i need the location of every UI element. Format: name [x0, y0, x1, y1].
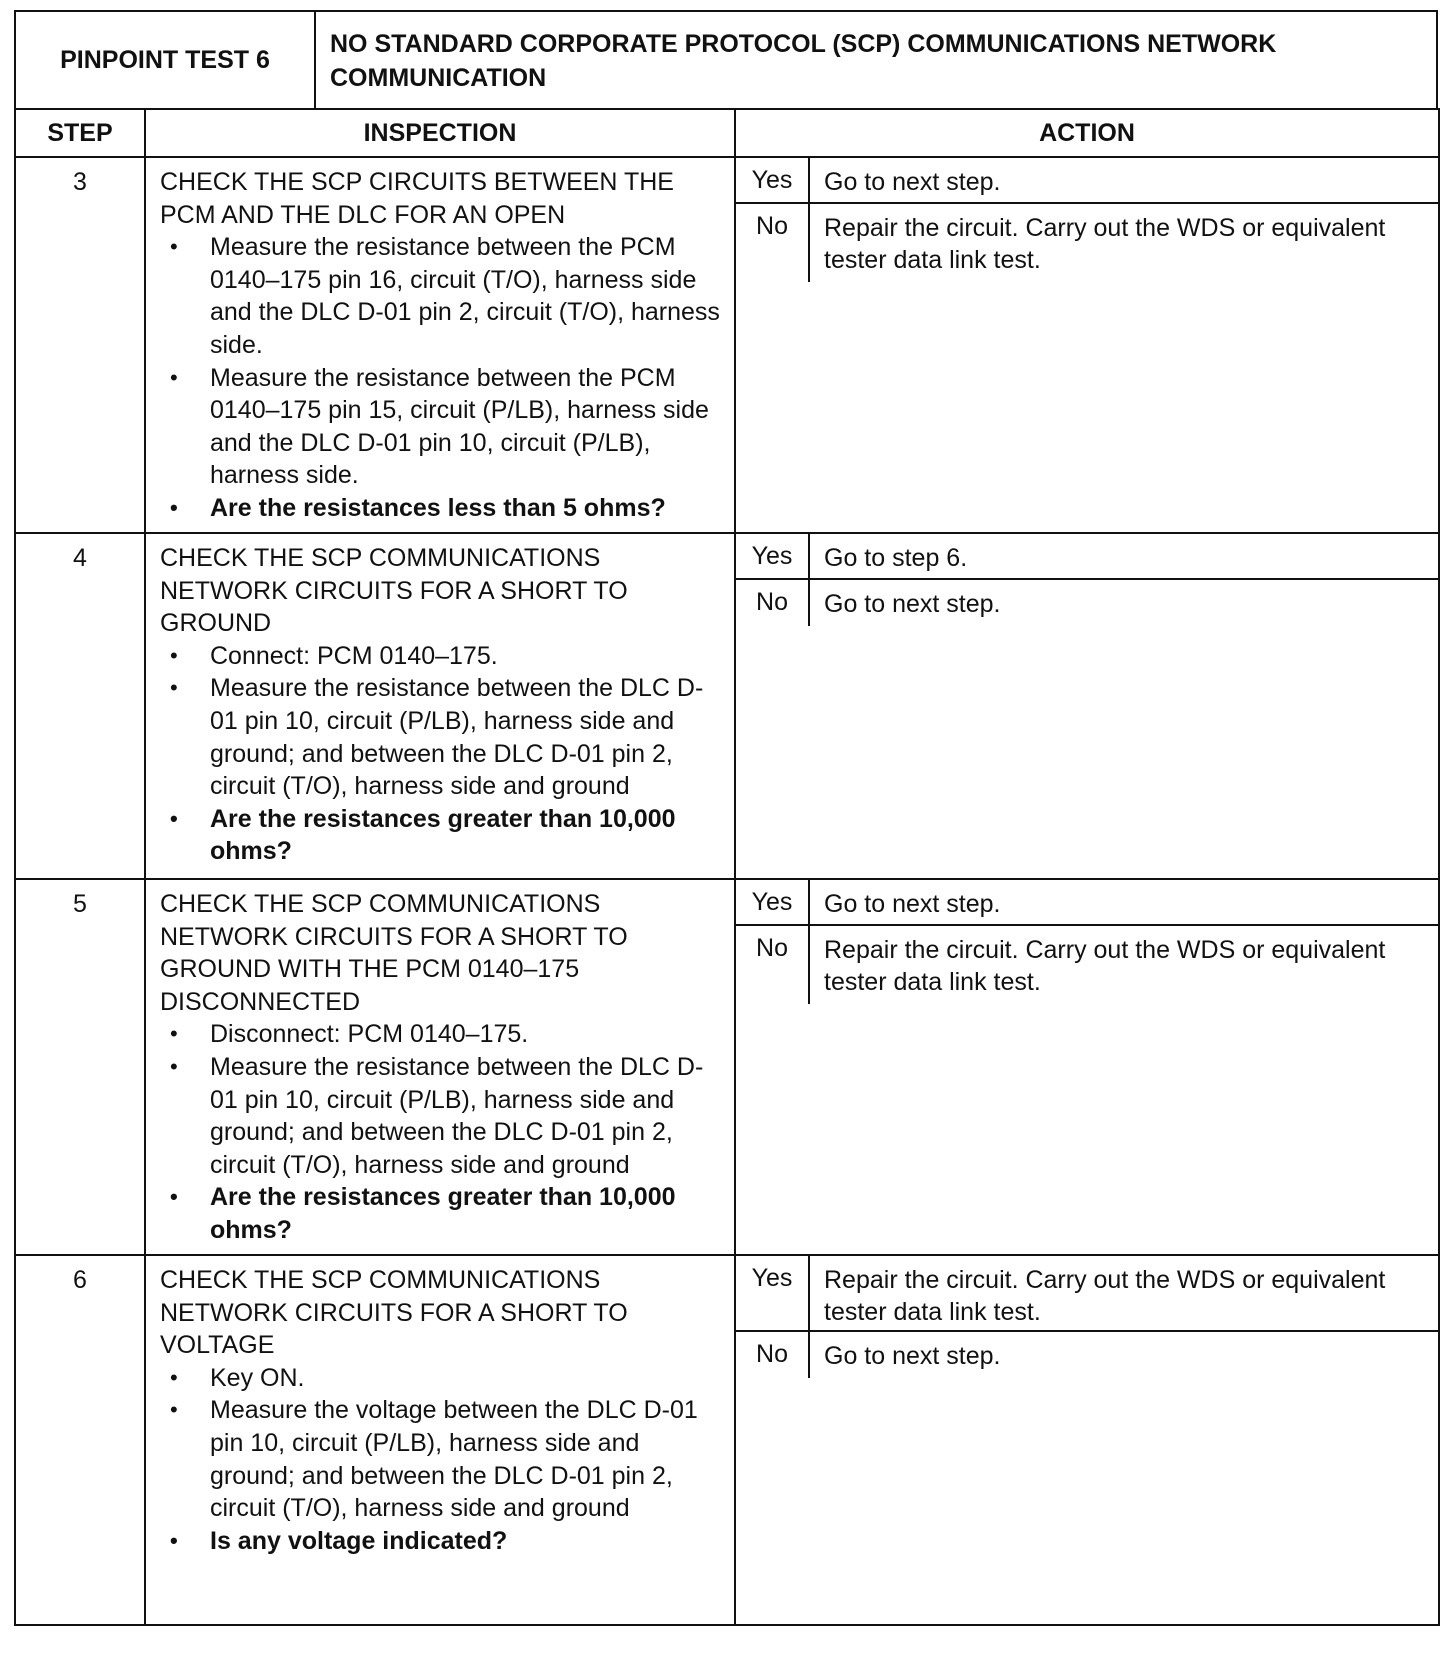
inspection-question: • Is any voltage indicated?: [160, 1525, 722, 1558]
yes-action: Go to step 6.: [824, 544, 968, 572]
yes-action: Go to next step.: [824, 890, 1001, 918]
step-inspection: [145, 533, 735, 879]
no-row: [736, 204, 1438, 282]
step-actions: [735, 533, 1439, 879]
no-action: Go to next step.: [824, 1342, 1001, 1370]
step-bullet-list: [160, 1362, 722, 1558]
inspection-question: • Are the resistances greater than 10,000 ohms?: [160, 803, 722, 868]
inspection-bullet: • Measure the voltage between the DLC D-01 pin 10, circuit (P/LB), harness side and ground; and between the DLC D-01 pin 2, circuit (T/O), harness side and ground: [160, 1394, 722, 1524]
step-bullet-list: [160, 640, 722, 868]
inspection-bullet: • Key ON.: [160, 1362, 722, 1395]
step-bullet-list: [160, 1018, 722, 1246]
no-label: No: [736, 204, 810, 282]
yes-row: [736, 1256, 1438, 1332]
title-table: [14, 10, 1438, 110]
procedure-table: [14, 108, 1440, 1626]
test-description: NO STANDARD CORPORATE PROTOCOL (SCP) COMMUNICATIONS NETWORK COMMUNICATION: [315, 11, 1437, 109]
step-number: 6: [15, 1255, 145, 1625]
step-inspection: [145, 157, 735, 533]
step-actions: [735, 879, 1439, 1255]
inspection-bullet: • Connect: PCM 0140–175.: [160, 640, 722, 673]
inspection-bullet: • Measure the resistance between the PCM 0140–175 pin 16, circuit (T/O), harness side and the DLC D-01 pin 2, circuit (T/O), harness side.: [160, 231, 722, 361]
no-label: No: [736, 1332, 810, 1378]
step-number: 5: [15, 879, 145, 1255]
inspection-bullet: • Disconnect: PCM 0140–175.: [160, 1018, 722, 1051]
yes-label: Yes: [736, 534, 810, 578]
step-row: [15, 157, 1439, 533]
no-row: [736, 580, 1438, 626]
test-name: PINPOINT TEST 6: [15, 11, 315, 109]
step-actions: [735, 1255, 1439, 1625]
step-inspection: [145, 879, 735, 1255]
column-header-action: ACTION: [735, 109, 1439, 157]
yes-action: Go to next step.: [824, 168, 1001, 196]
inspection-bullet: • Measure the resistance between the DLC D-01 pin 10, circuit (P/LB), harness side and ground; and between the DLC D-01 pin 2, circuit (T/O), harness side and ground: [160, 1051, 722, 1181]
pinpoint-test-sheet: [14, 10, 1438, 1626]
yes-label: Yes: [736, 158, 810, 202]
no-row: [736, 926, 1438, 1004]
step-heading: CHECK THE SCP COMMUNICATIONS NETWORK CIRCUITS FOR A SHORT TO GROUND WITH THE PCM 0140–175 DISCONNECTED: [160, 890, 628, 1016]
step-row: [15, 1255, 1439, 1625]
step-heading: CHECK THE SCP COMMUNICATIONS NETWORK CIRCUITS FOR A SHORT TO VOLTAGE: [160, 1266, 628, 1360]
no-action: Repair the circuit. Carry out the WDS or equivalent tester data link test.: [824, 214, 1386, 274]
step-inspection: [145, 1255, 735, 1625]
inspection-bullet: • Measure the resistance between the DLC D-01 pin 10, circuit (P/LB), harness side and ground; and between the DLC D-01 pin 2, circuit (T/O), harness side and ground: [160, 672, 722, 802]
no-label: No: [736, 580, 810, 626]
no-action: Repair the circuit. Carry out the WDS or equivalent tester data link test.: [824, 936, 1386, 996]
step-number: 4: [15, 533, 145, 879]
inspection-question: • Are the resistances greater than 10,000 ohms?: [160, 1181, 722, 1246]
step-heading: CHECK THE SCP COMMUNICATIONS NETWORK CIRCUITS FOR A SHORT TO GROUND: [160, 544, 628, 638]
no-label: No: [736, 926, 810, 1004]
no-row: [736, 1332, 1438, 1378]
step-number: 3: [15, 157, 145, 533]
column-header-inspection: INSPECTION: [145, 109, 735, 157]
inspection-bullet: • Measure the resistance between the PCM 0140–175 pin 15, circuit (P/LB), harness side and the DLC D-01 pin 10, circuit (P/LB), harness side.: [160, 362, 722, 492]
step-heading: CHECK THE SCP CIRCUITS BETWEEN THE PCM AND THE DLC FOR AN OPEN: [160, 168, 674, 229]
step-actions: [735, 157, 1439, 533]
yes-row: [736, 158, 1438, 204]
no-action: Go to next step.: [824, 590, 1001, 618]
yes-label: Yes: [736, 880, 810, 924]
step-row: [15, 533, 1439, 879]
column-header-step: STEP: [15, 109, 145, 157]
inspection-question: • Are the resistances less than 5 ohms?: [160, 492, 722, 525]
yes-row: [736, 534, 1438, 580]
yes-action: Repair the circuit. Carry out the WDS or equivalent tester data link test.: [824, 1266, 1386, 1326]
steps-body: [15, 157, 1439, 1625]
step-bullet-list: [160, 231, 722, 524]
step-row: [15, 879, 1439, 1255]
yes-label: Yes: [736, 1256, 810, 1330]
yes-row: [736, 880, 1438, 926]
